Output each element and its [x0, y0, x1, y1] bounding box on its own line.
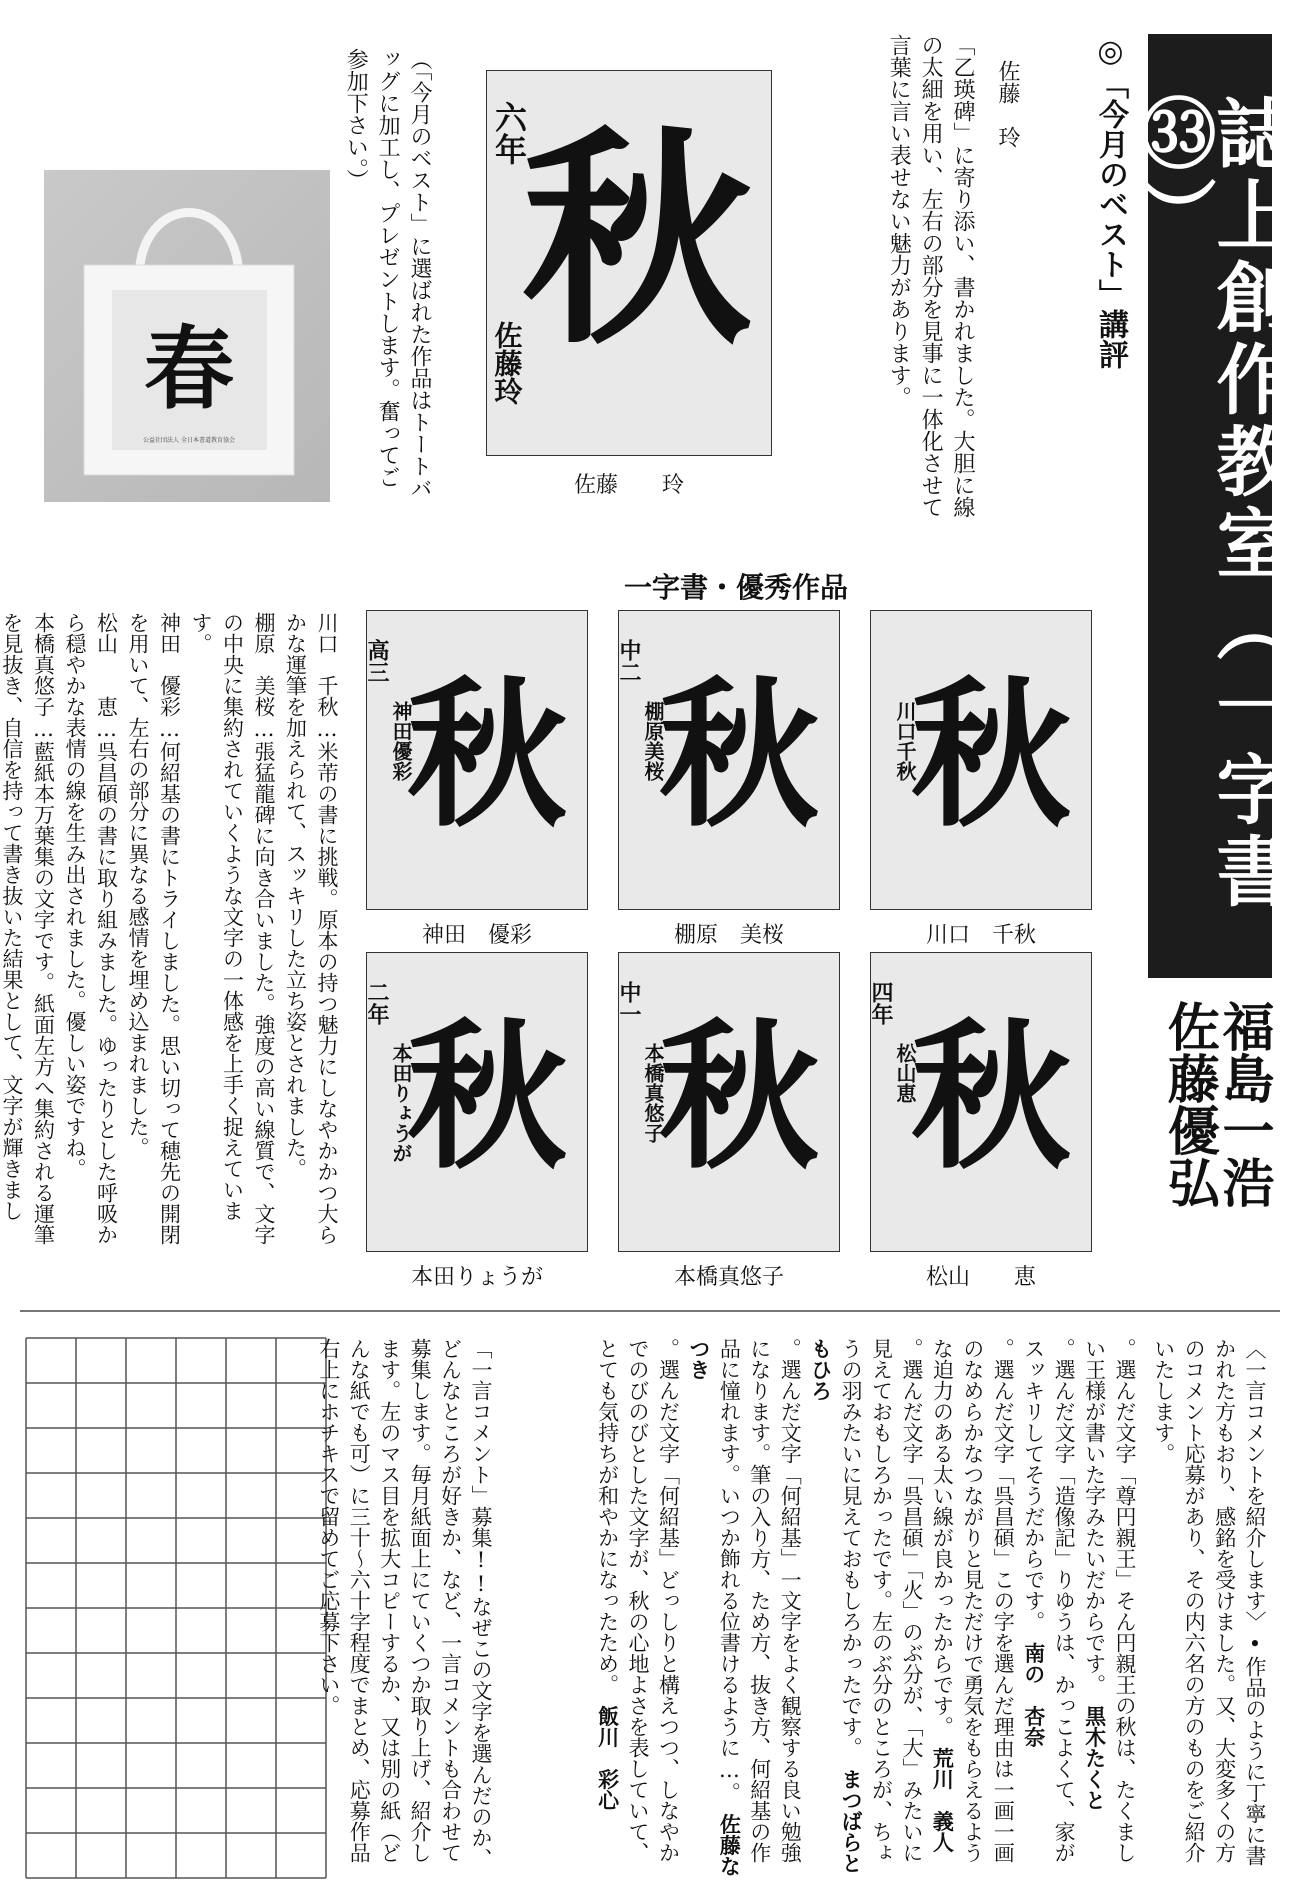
work-character: 秋: [910, 1003, 1072, 1191]
excellent-work-2: [618, 610, 840, 910]
series-title: 誌上創作教室（一字書㉝）: [1128, 94, 1293, 914]
description-1: 川口 千秋…米芾の書に挑戦。原本の持つ魅力にしなやかかつ大らかな運筆を加えられて、スッキリした立ち姿とされました。: [283, 612, 339, 1245]
best-artwork: [486, 70, 772, 456]
author-name-2: 佐藤優弘: [1158, 1000, 1220, 1208]
work-svg: [871, 611, 1090, 908]
work-character: 秋: [658, 1003, 820, 1191]
best-heading: ◎「今月のベスト」講評: [1093, 34, 1128, 369]
reader-comment: [592, 1338, 683, 1879]
work-svg: [364, 611, 586, 908]
excellent-work-caption: 棚原 美桜: [673, 923, 784, 948]
work-svg: [616, 611, 838, 908]
reader-comment: [805, 1338, 927, 1879]
excellent-work-5: [618, 952, 840, 1252]
tote-bag-photo: [44, 170, 330, 502]
excellent-work-caption: 神田 優彩: [421, 923, 532, 948]
series-title-box: [1128, 34, 1293, 978]
work-grade: 四年: [868, 981, 894, 1025]
excellent-work-caption: 本田りょうが: [410, 1265, 543, 1290]
work-character: 秋: [406, 1003, 568, 1191]
work-descriptions: [0, 612, 342, 1252]
best-artwork-signature: 佐藤玲: [490, 321, 524, 405]
work-svg: [616, 953, 838, 1250]
best-comment-text: 「乙瑛碑」に寄り添い、書かれました。大胆に線の太細を用い、左右の部分を見事に一体化させて言葉に言い表せない魅力があります。: [886, 34, 975, 518]
excellent-section-title: 一字書・優秀作品: [623, 571, 848, 604]
reader-comment-text: 。選んだ文字「呉昌碩」「火」のぶ分が、「大」みたいに見えておもしろかったです。左のぶ分のところが、ちょうの羽みたいに見えておもしろかったです。: [839, 1338, 924, 1863]
work-character: 秋: [910, 661, 1072, 849]
excellent-work-4: [366, 952, 588, 1252]
best-caption: 佐藤 玲: [573, 473, 684, 498]
work-signature: 本橋真悠子: [641, 1043, 665, 1143]
excellent-work-6: [870, 952, 1092, 1252]
work-signature: 本田りょうが: [389, 1043, 413, 1163]
tote-bag-label: 公益社団法人 全日本書道教育協会: [143, 437, 235, 444]
reader-comment: [683, 1338, 805, 1879]
reader-comment-name: 南の 杏奈: [1021, 1642, 1047, 1748]
work-signature: 棚原美桜: [641, 701, 665, 781]
section-divider: [20, 1310, 1280, 1312]
excellent-work-caption: 松山 恵: [925, 1265, 1036, 1290]
comment-recruitment: 「一言コメント」募集!!なぜこの文字を選んだのか、どんなところが好きか、など、一言コメントも合わせて募集します。毎月紙面上にていくつか取り上げ、紹介します。左のマス目を拡大コピーするか、又は別の紙（どんな紙でも可）に三十〜六十字程度でまとめ、応募作品右上にホチキスで留めてご応募下さい。: [316, 1338, 493, 1869]
work-grade: 中二: [616, 639, 642, 683]
description-2: 棚原 美桜…張猛龍碑に向き合いました。強度の高い線質で、文字の中央に集約されていくような文字の一体感を上手く捉えています。: [189, 612, 276, 1245]
excellent-work-1: [366, 610, 588, 910]
work-grade: 二年: [364, 981, 390, 1025]
best-artwork-svg: [487, 71, 770, 454]
reader-comment-text: 。選んだ文字「何紹基」一文字をよく観察する良い勉強になります。筆の入り方、ため方、抜き方、何紹基の作品に憧れます。いつか飾れる位書けるように…。: [717, 1338, 803, 1863]
best-critic-name: 佐藤 玲: [995, 60, 1020, 148]
work-signature: 松山恵: [893, 1043, 917, 1103]
author-names: [1158, 1000, 1274, 1240]
excellent-work-3: [870, 610, 1092, 910]
reader-comment: [1079, 1338, 1140, 1879]
tote-note: （「今月のベスト」に選ばれた作品はトートバッグに加工し、プレゼントします。奮ってご参加下さい。）: [343, 48, 432, 499]
work-grade: 中一: [616, 981, 642, 1025]
work-grade: 高三: [364, 639, 390, 683]
best-artwork-character: 秋: [521, 106, 753, 376]
reader-comment-name: 荒川 義人: [930, 1747, 956, 1853]
excellent-work-caption: 本橋真悠子: [673, 1265, 784, 1290]
reader-comment-name: 佐藤なつき: [686, 1338, 743, 1877]
tote-bag-character: 春: [144, 316, 234, 422]
reader-comment-text: 。選んだ文字「尊円親王」そん円親王の秋は、たくましい王様が書いた字みたいだからです。: [1082, 1338, 1137, 1863]
reader-comment-name: 黒木たくと: [1082, 1705, 1108, 1811]
work-signature: 川口千秋: [893, 701, 917, 781]
description-3: 神田 優彩…何紹基の書にトライしました。思い切って穂先の開閉を用いて、左右の部分に異なる感情を埋め込まれました。: [126, 612, 182, 1245]
description-4: 松山 恵…呉昌碩の書に取り組みました。ゆったりとした呼吸から穏やかな表情の線を生み出されました。優しい姿ですね。: [63, 612, 119, 1245]
tote-bag-illustration: [44, 170, 330, 502]
comments-intro: 〈一言コメントを紹介します〉•作品のように丁寧に書かれた方もおり、感銘を受けました。又、大変多くの方のコメント応募があり、その内六名の方のものをご紹介いたします。: [1151, 1338, 1267, 1866]
work-character: 秋: [658, 661, 820, 849]
author-name-1: 福島一浩: [1213, 1000, 1274, 1208]
reader-comment-name: まつばらともひろ: [808, 1338, 865, 1874]
work-svg: [364, 953, 586, 1250]
work-character: 秋: [406, 661, 568, 849]
description-5: 本橋真悠子…藍紙本万葉集の文字です。紙面左方へ集約される運筆を見抜き、自信を持って書き抜いた結果として、文字が輝きまし: [0, 612, 56, 1245]
reader-comment-name: 飯川 彩心: [595, 1705, 621, 1811]
reader-comment-text: 。選んだ文字「造像記」りゆうは、かっこよくて、家がスッキリしてそうだからです。: [1021, 1338, 1077, 1863]
best-artwork-grade: 六年: [490, 101, 528, 165]
reader-comment: [927, 1338, 1018, 1879]
work-signature: 神田優彩: [389, 701, 413, 781]
reader-comment-text: 。選んだ文字「呉昌碩」この字を選んだ理由は一画一画のなめらかなつながりと見ただけで勇気をもらえるような迫力のある太い線が良かったからです。: [930, 1338, 1016, 1863]
reader-comment-text: 。選んだ文字「何紹基」どっしりと構えつつ、しなやかでのびのびとした文字が、秋の心地よさを表していて、とても気持ちが和やかになったため。: [595, 1338, 681, 1863]
reader-comments: [540, 1338, 1140, 1879]
work-svg: [868, 953, 1090, 1250]
reader-comment: [1018, 1338, 1079, 1879]
excellent-work-caption: 川口 千秋: [925, 923, 1036, 948]
manuscript-grid-svg: [26, 1338, 326, 1879]
